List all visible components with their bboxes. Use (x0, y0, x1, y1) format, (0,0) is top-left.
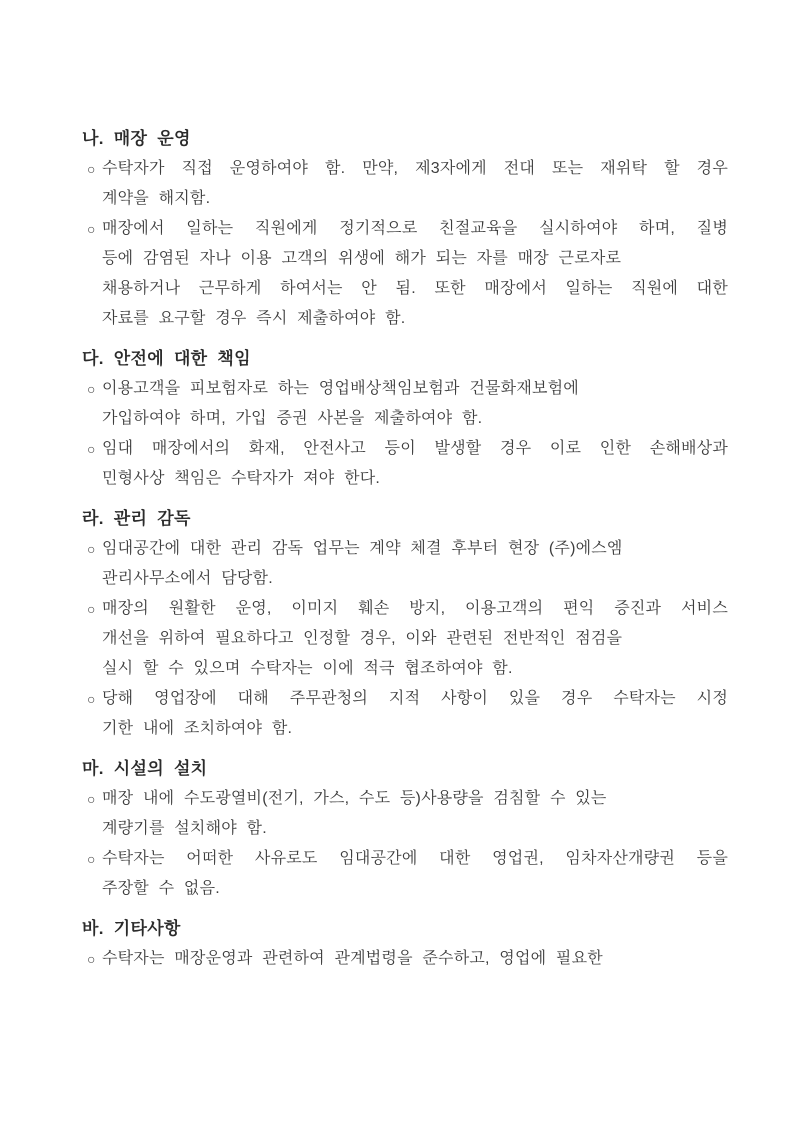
text-line: 매장 내에 수도광열비(전기, 가스, 수도 등)사용량을 검침할 수 있는 (102, 790, 607, 807)
section-facility-installation (82, 754, 728, 904)
text-line: 등에 감염된 자나 이용 고객의 위생에 해가 되는 자를 매장 근로자로 (102, 250, 622, 267)
section-other-matters (82, 914, 728, 974)
section-heading: 나. 매장 운영 (82, 129, 191, 148)
circle-bullet-icon: ○ (87, 851, 96, 867)
clause-item (82, 944, 728, 974)
clause-text (102, 214, 728, 334)
clause-text (102, 684, 728, 744)
clause-text (102, 534, 728, 594)
clause-text (102, 784, 728, 844)
text-line: 기한 내에 조치하여야 함. (102, 720, 293, 737)
clause-item (82, 844, 728, 904)
circle-bullet-icon: ○ (87, 541, 96, 557)
text-line: 수탁자가 직접 운영하여야 함. 만약, 제3자에게 전대 또는 재위탁 할 경우 (102, 160, 728, 177)
section-safety-responsibility (82, 344, 728, 494)
text-line: 임대공간에 대한 관리 감독 업무는 계약 체결 후부터 현장 (주)에스엠 (102, 540, 623, 557)
text-line: 이용고객을 피보험자로 하는 영업배상책임보험과 건물화재보험에 (102, 380, 579, 397)
circle-bullet-icon: ○ (87, 221, 96, 237)
clause-item (82, 154, 728, 214)
section-management-supervision (82, 504, 728, 744)
clause-text (102, 374, 728, 434)
text-line: 실시 할 수 있으며 수탁자는 이에 적극 협조하여야 함. (102, 660, 513, 677)
text-line: 임대 매장에서의 화재, 안전사고 등이 발생할 경우 이로 인한 손해배상과 (102, 440, 728, 457)
clause-item (82, 434, 728, 494)
clause-item (82, 214, 728, 334)
text-line: 주장할 수 없음. (102, 880, 220, 897)
section-heading: 바. 기타사항 (82, 919, 181, 938)
section-heading: 마. 시설의 설치 (82, 759, 208, 778)
text-line: 수탁자는 매장운영과 관련하여 관계법령을 준수하고, 영업에 필요한 (102, 950, 603, 967)
clause-text (102, 154, 728, 214)
circle-bullet-icon: ○ (87, 381, 96, 397)
text-line: 자료를 요구할 경우 즉시 제출하여야 함. (102, 310, 406, 327)
clause-item (82, 374, 728, 434)
text-line: 관리사무소에서 담당함. (102, 570, 273, 587)
clause-item (82, 784, 728, 844)
section-store-operation (82, 124, 728, 334)
clause-text (102, 594, 728, 684)
clause-text (102, 944, 728, 974)
text-line: 매장의 원활한 운영, 이미지 훼손 방지, 이용고객의 편익 증진과 서비스 (102, 600, 728, 617)
clause-item (82, 594, 728, 684)
circle-bullet-icon: ○ (87, 601, 96, 617)
circle-bullet-icon: ○ (87, 161, 96, 177)
text-line: 가입하여야 하며, 가입 증권 사본을 제출하여야 함. (102, 410, 483, 427)
clause-item (82, 684, 728, 744)
text-line: 당해 영업장에 대해 주무관청의 지적 사항이 있을 경우 수탁자는 시정 (102, 690, 728, 707)
circle-bullet-icon: ○ (87, 691, 96, 707)
text-line: 민형사상 책임은 수탁자가 져야 한다. (102, 470, 381, 487)
text-line: 계량기를 설치해야 함. (102, 820, 267, 837)
text-line: 채용하거나 근무하게 하여서는 안 됨. 또한 매장에서 일하는 직원에 대한 (102, 280, 728, 297)
text-line: 수탁자는 어떠한 사유로도 임대공간에 대한 영업권, 임차자산개량권 등을 (102, 850, 728, 867)
clause-text (102, 844, 728, 904)
section-heading: 다. 안전에 대한 책임 (82, 349, 251, 368)
circle-bullet-icon: ○ (87, 441, 96, 457)
document-content (82, 124, 728, 974)
clause-text (102, 434, 728, 494)
text-line: 개선을 위하여 필요하다고 인정할 경우, 이와 관련된 전반적인 점검을 (102, 630, 623, 647)
circle-bullet-icon: ○ (87, 791, 96, 807)
circle-bullet-icon: ○ (87, 951, 96, 967)
text-line: 계약을 해지함. (102, 190, 211, 207)
clause-item (82, 534, 728, 594)
section-heading: 라. 관리 감독 (82, 509, 191, 528)
text-line: 매장에서 일하는 직원에게 정기적으로 친절교육을 실시하여야 하며, 질병 (102, 220, 728, 237)
